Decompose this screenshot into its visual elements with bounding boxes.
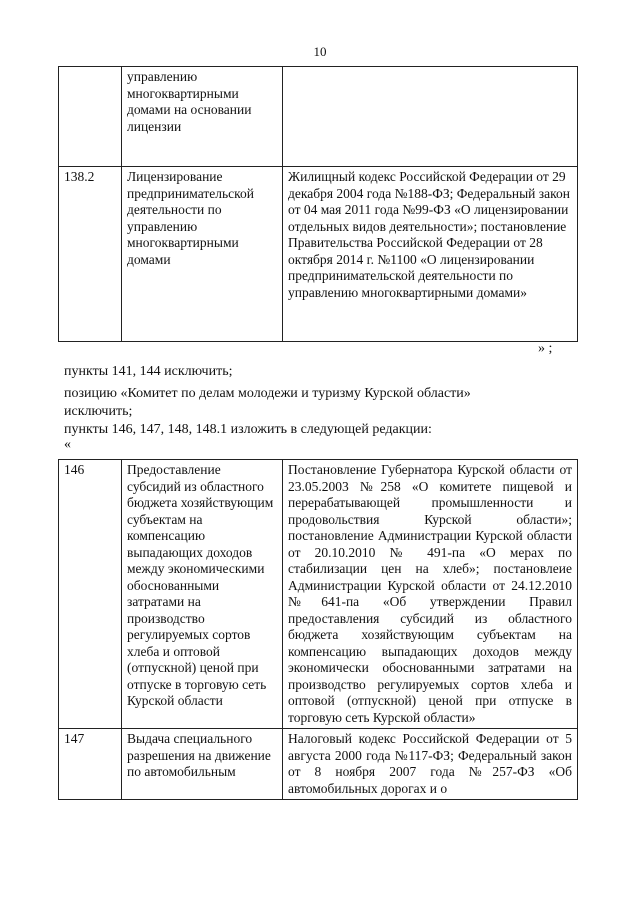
table-row bbox=[59, 729, 578, 800]
instruction-line: пункты 146, 147, 148, 148.1 изложить в следующей редакции: bbox=[64, 422, 432, 437]
row-basis bbox=[283, 67, 578, 167]
instruction-line: позицию «Комитет по делам молодежи и туризму Курской области» bbox=[64, 386, 471, 401]
instruction-line: исключить; bbox=[64, 404, 133, 419]
row-basis: Жилищный кодекс Российской Федерации от 29 декабря 2004 года №188-ФЗ; Федеральный закон от 04 мая 2011 года №99-ФЗ «О лицензировании отдельных видов деятельности»; постановление Правительства Российской Федерации от 28 октября 2014 г. №1100 «О лицензировании предпринимательской деятельности по управлению многоквартирными домами» bbox=[283, 167, 578, 342]
table-bottom bbox=[58, 459, 578, 800]
closing-quote: » ; bbox=[538, 341, 553, 356]
row-basis: Постановление Губернатора Курской области от 23.05.2003 №258 «О комитете пищевой и перерабатывающей промышленности и продовольствия Курской области»; постановление Администрации Курской области от 20.10.2010 № 491-па «О мерах по стабилизации цен на хлеб»; постановлеие Администрации Курской области от 24.12.2010 №641-па «Об утверждении Правил предоставления субсидий из областного бюджета хозяйствующим субъектам на компенсацию выпадающих доходов между экономически обоснованными затратами на производство регулируемых сортов хлеба и оптовой (отпускной) ценой при отпуске в торговую сеть Курской области» bbox=[283, 460, 578, 729]
instruction-line: пункты 141, 144 исключить; bbox=[64, 364, 233, 379]
table-row bbox=[59, 67, 578, 167]
row-basis: Налоговый кодекс Российской Федерации от 5 августа 2000 года №117-ФЗ; Федеральный закон от 8 ноября 2007 года №257-ФЗ «Об автомобильных дорогах и о bbox=[283, 729, 578, 800]
table-top bbox=[58, 66, 578, 342]
row-number: 146 bbox=[59, 460, 122, 729]
table-row bbox=[59, 460, 578, 729]
row-number: 138.2 bbox=[59, 167, 122, 342]
opening-quote: « bbox=[64, 437, 71, 452]
row-name: Лицензирование предпринимательской деятельности по управлению многоквартирными домами bbox=[122, 167, 283, 342]
table-row bbox=[59, 167, 578, 342]
row-number bbox=[59, 67, 122, 167]
row-number: 147 bbox=[59, 729, 122, 800]
row-name: Выдача специального разрешения на движение по автомобильным bbox=[122, 729, 283, 800]
row-name: Предоставление субсидий из областного бюджета хозяйствующим субъектам на компенсацию выпадающих доходов между экономическими обоснованными затратами на производство регулируемых сортов хлеба и оптовой (отпускной) ценой при отпуске в торговую сеть Курской области bbox=[122, 460, 283, 729]
page-number: 10 bbox=[313, 44, 327, 59]
row-name: управлению многоквартирными домами на основании лицензии bbox=[122, 67, 283, 167]
